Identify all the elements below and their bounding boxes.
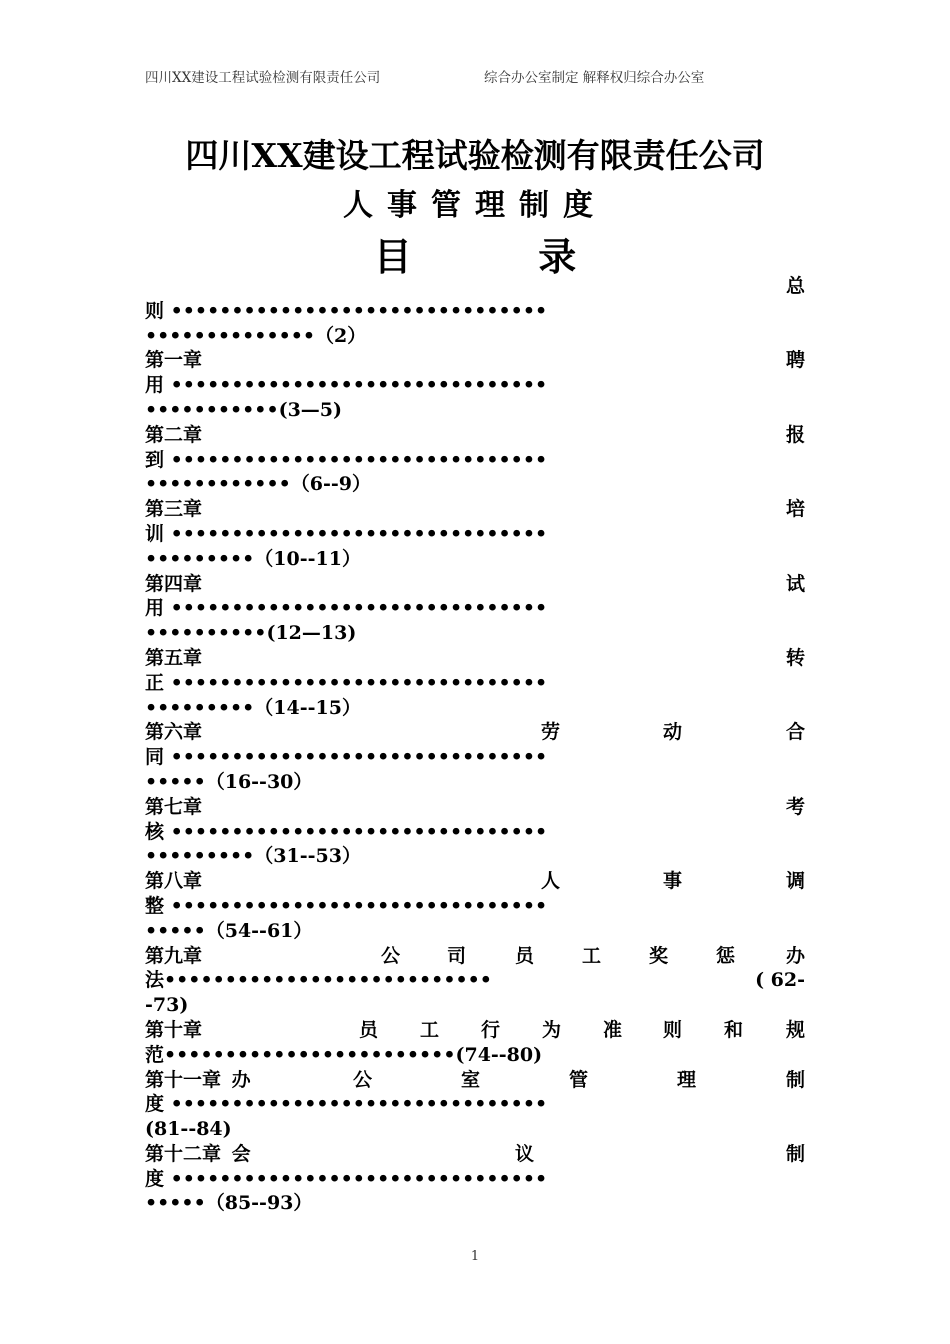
toc-text: 第五章 xyxy=(145,646,203,669)
toc-text: 第十章 xyxy=(145,1018,203,1041)
toc-text: 合 xyxy=(785,721,805,744)
header-right: 综合办公室制定 解释权归综合办公室 xyxy=(484,70,705,86)
toc-ch9-line1 xyxy=(145,944,805,969)
toc-text: ( 62- xyxy=(755,969,805,992)
toc-ch7-line3 xyxy=(145,844,805,869)
toc-text: 准 xyxy=(603,1018,623,1041)
toc-ch11-line1 xyxy=(145,1068,805,1093)
toc-leader-dots: •••••••••••••• xyxy=(145,324,316,347)
toc-text: 司 xyxy=(447,944,467,967)
toc-text: -73) xyxy=(145,994,189,1017)
toc-text: 第十一章 xyxy=(145,1068,222,1091)
toc-leader-dots: ••••••••••••••••••••••••••• xyxy=(164,969,492,992)
toc-leader-dots: •••••••••••• xyxy=(145,473,291,496)
page-number: 1 xyxy=(470,1249,480,1264)
toc-ch4-line2 xyxy=(145,596,805,621)
toc-text: 动 xyxy=(663,721,683,744)
toc-text: 规 xyxy=(785,1018,805,1041)
toc-ch6-line2 xyxy=(145,745,805,770)
toc-general-line2 xyxy=(145,299,805,324)
toc-text: 议 xyxy=(515,1142,535,1165)
toc-ch3-line3 xyxy=(145,547,805,572)
toc-leader-dots: ••••••••••••••••••••••••••••••• xyxy=(170,374,548,397)
toc-leader-dots: ••••••••• xyxy=(145,547,255,570)
toc-text: （16--30） xyxy=(205,770,313,793)
toc-text: 考 xyxy=(785,795,805,818)
toc-text: (3—5) xyxy=(278,398,343,421)
toc-ch1-line2 xyxy=(145,373,805,398)
toc-text: 理 xyxy=(677,1068,697,1091)
toc-text: 办 xyxy=(231,1068,251,1091)
toc-text: 第一章 xyxy=(145,349,203,372)
toc-text: （85--93） xyxy=(205,1192,313,1215)
toc-text: 训 xyxy=(145,522,165,545)
toc-ch10-line1 xyxy=(145,1018,805,1043)
toc-ch1-line1 xyxy=(145,348,805,373)
toc-text: 为 xyxy=(542,1018,562,1041)
toc-ch7-line1 xyxy=(145,795,805,820)
toc-ch2-line1 xyxy=(145,423,805,448)
toc-text: 员 xyxy=(515,944,535,967)
toc-leader-dots: ••••••••••••••••••••••••••••••• xyxy=(170,820,548,843)
toc-text: （54--61） xyxy=(205,919,313,942)
toc-leader-dots: ••••••••••••••••••••••••••••••• xyxy=(170,522,548,545)
toc-text: 总 xyxy=(785,275,805,297)
toc-heading xyxy=(0,226,950,281)
toc-text: 会 xyxy=(231,1142,251,1165)
toc-ch5-line3 xyxy=(145,696,805,721)
toc-text: 工 xyxy=(582,944,602,967)
toc-text: 整 xyxy=(145,894,165,917)
toc-text: 度 xyxy=(145,1167,165,1190)
header-left: 四川XX建设工程试验检测有限责任公司 xyxy=(145,70,381,86)
toc-text: 人 xyxy=(541,870,561,893)
toc-text: 度 xyxy=(145,1093,165,1116)
toc-text: 室 xyxy=(461,1068,481,1091)
toc-ch6-line3 xyxy=(145,770,805,795)
toc-leader-dots: ••••••••••••••••••••••••••••••• xyxy=(170,448,548,471)
toc-leader-dots: ••••••••••••••••••••••••••••••• xyxy=(170,1167,548,1190)
toc-text: 公 xyxy=(353,1068,373,1091)
toc-ch8-line1 xyxy=(145,869,805,894)
toc-ch11-line3 xyxy=(145,1117,805,1142)
toc-text: 行 xyxy=(481,1018,501,1041)
toc-ch4-line3 xyxy=(145,621,805,646)
toc-general-line3 xyxy=(145,324,805,349)
toc-text: 劳 xyxy=(541,721,561,744)
toc-text: 第八章 xyxy=(145,870,203,893)
toc-text: 惩 xyxy=(716,944,736,967)
toc-ch8-line2 xyxy=(145,894,805,919)
toc-text: 正 xyxy=(145,671,165,694)
toc-text: 第四章 xyxy=(145,572,203,595)
toc-text: 范 xyxy=(145,1043,165,1066)
toc-ch9-line2 xyxy=(145,968,805,993)
toc-text: 第七章 xyxy=(145,795,203,818)
toc-text: (81--84) xyxy=(145,1118,232,1141)
toc-text: 奖 xyxy=(649,944,669,967)
document-subtitle: 人事管理制度 xyxy=(343,188,607,223)
toc-text: 调 xyxy=(785,870,805,893)
toc-leader-dots: ••••••••••••••••••••••••••••••• xyxy=(170,1093,548,1116)
toc-text: 工 xyxy=(420,1018,440,1041)
toc-text: （2） xyxy=(315,324,367,347)
toc-ch10-line2 xyxy=(145,1043,805,1068)
toc-text: 核 xyxy=(145,820,165,843)
toc-ch12-line3 xyxy=(145,1191,805,1216)
toc-leader-dots: ••••• xyxy=(145,919,206,942)
toc-text: 和 xyxy=(724,1018,744,1041)
toc-text: （6--9） xyxy=(290,473,371,496)
toc-text: 办 xyxy=(785,944,805,967)
toc-leader-dots: •••••••••••••••••••••••• xyxy=(164,1043,456,1066)
toc-heading-char-2: 录 xyxy=(538,234,577,279)
toc-ch12-line2 xyxy=(145,1167,805,1192)
toc-text: 事 xyxy=(663,870,683,893)
toc-text: 员 xyxy=(359,1018,379,1041)
toc-text: 管 xyxy=(569,1068,589,1091)
toc-ch3-line2 xyxy=(145,522,805,547)
toc-text: 培 xyxy=(785,498,805,521)
toc-ch2-line3 xyxy=(145,472,805,497)
toc-leader-dots: ••••••••• xyxy=(145,696,255,719)
toc-leader-dots: ••••••••••••••••••••••••••••••• xyxy=(170,894,548,917)
company-title: 四川XX建设工程试验检测有限责任公司 xyxy=(185,136,765,175)
toc-text: 聘 xyxy=(785,349,805,372)
toc-text: （10--11） xyxy=(254,547,361,570)
toc-ch5-line2 xyxy=(145,671,805,696)
toc-text: 公 xyxy=(381,944,401,967)
toc-text: 制 xyxy=(785,1068,805,1091)
toc-text: 第六章 xyxy=(145,721,203,744)
toc-text: 用 xyxy=(145,597,165,620)
toc-leader-dots: ••••••••••• xyxy=(145,398,279,421)
toc-ch8-line3 xyxy=(145,919,805,944)
toc-general-line1 xyxy=(145,274,805,299)
toc-leader-dots: •••••••••• xyxy=(145,622,267,645)
toc-ch1-line3 xyxy=(145,398,805,423)
toc-text: 同 xyxy=(145,746,165,769)
toc-leader-dots: ••••••••••••••••••••••••••••••• xyxy=(170,299,548,322)
toc-text: 报 xyxy=(785,423,805,446)
toc-text: (74--80) xyxy=(455,1043,543,1066)
toc-text: 第二章 xyxy=(145,423,203,446)
toc-ch9-line3 xyxy=(145,993,805,1018)
toc-leader-dots: ••••••••••••••••••••••••••••••• xyxy=(170,597,548,620)
toc-text: 制 xyxy=(785,1142,805,1165)
toc-text: 第三章 xyxy=(145,498,203,521)
toc-ch11-line2 xyxy=(145,1092,805,1117)
toc-text: 到 xyxy=(145,448,165,471)
toc-leader-dots: ••••••••••••••••••••••••••••••• xyxy=(170,671,548,694)
toc-ch6-line1 xyxy=(145,720,805,745)
toc-ch7-line2 xyxy=(145,820,805,845)
toc-leader-dots: ••••••••••••••••••••••••••••••• xyxy=(170,746,548,769)
toc-ch5-line1 xyxy=(145,646,805,671)
toc-ch2-line2 xyxy=(145,448,805,473)
table-of-contents xyxy=(145,274,805,1216)
toc-text: 试 xyxy=(785,572,805,595)
toc-text: 转 xyxy=(785,646,805,669)
toc-text: 用 xyxy=(145,374,165,397)
toc-text: 法 xyxy=(145,969,165,992)
toc-text: 第九章 xyxy=(145,944,203,967)
toc-leader-dots: ••••• xyxy=(145,1192,206,1215)
toc-ch12-line1 xyxy=(145,1142,805,1167)
toc-text: (12—13) xyxy=(266,622,357,645)
toc-text: 第十二章 xyxy=(145,1142,222,1165)
toc-text: 则 xyxy=(663,1018,683,1041)
toc-leader-dots: ••••••••• xyxy=(145,845,255,868)
toc-ch4-line1 xyxy=(145,572,805,597)
toc-text: 则 xyxy=(145,299,165,322)
toc-heading-char-1: 目 xyxy=(373,234,412,279)
toc-text: （14--15） xyxy=(254,696,361,719)
toc-leader-dots: ••••• xyxy=(145,770,206,793)
toc-ch3-line1 xyxy=(145,497,805,522)
toc-text: （31--53） xyxy=(254,845,361,868)
